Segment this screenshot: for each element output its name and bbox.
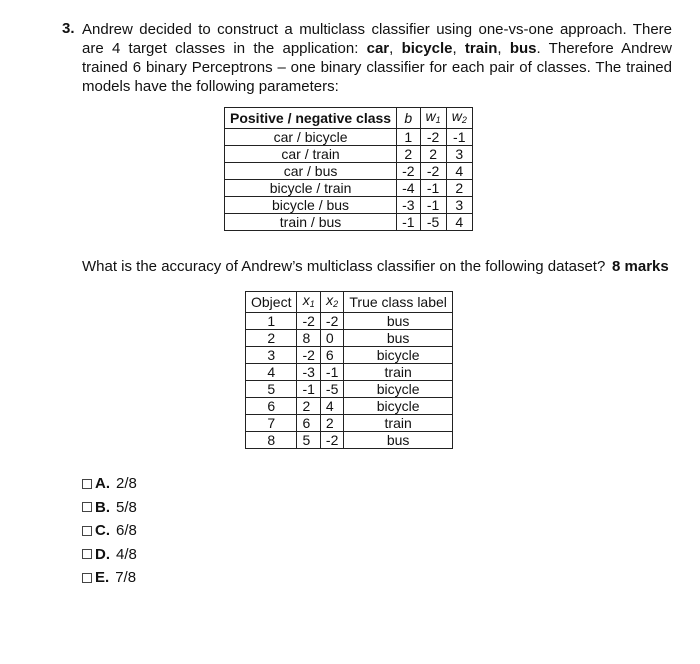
w1-sub: 1 [435,115,441,125]
option-letter: B. [95,498,110,516]
answer-option[interactable] [82,496,137,520]
cell-pair: car / bus [225,163,397,180]
class-bus: bus [509,40,537,57]
question-number: 3. [62,20,75,37]
answer-option[interactable] [82,519,137,543]
intro-text-2: . Therefore Andrew trained 6 binary Perceptrons – one binary classifier for each pair of classes. The trained models have the following parameters: [82,40,673,95]
cell-label: bus [344,330,453,347]
x1-sub: 1 [309,299,315,309]
cell-x2: 0 [320,330,343,347]
header-object: Object [246,292,297,313]
dataset-row [246,347,453,364]
header-x2 [320,292,343,313]
dataset-row [246,330,453,347]
header-w1 [420,108,446,129]
cell-label: train [344,364,453,381]
cell-object: 3 [246,347,297,364]
cell-pair: car / bicycle [225,129,397,146]
option-value: 5/8 [116,498,137,516]
dataset-header-row [246,292,453,313]
answer-options [82,472,137,590]
cell-pair: train / bus [225,214,397,231]
class-train: train [464,40,498,57]
cell-x1: 8 [297,330,320,347]
option-letter: D. [95,545,110,563]
option-value: 6/8 [116,522,137,540]
cell-b: -2 [397,163,420,180]
cell-w1: -1 [420,197,446,214]
cell-x1: -2 [297,347,320,364]
cell-w1: 2 [420,146,446,163]
cell-object: 1 [246,313,297,330]
answer-option[interactable] [82,543,137,567]
cell-w1: -1 [420,180,446,197]
cell-w2: 3 [446,146,472,163]
header-pair: Positive / negative class [225,108,397,129]
dataset-row [246,381,453,398]
dataset-table [245,291,453,449]
parameters-row [225,214,473,231]
intro-text-1: Andrew decided to construct a multiclass classifier using one-vs-one approach. There are 4 target classes in the application: [82,21,672,57]
cell-w2: -1 [446,129,472,146]
dataset-row [246,313,453,330]
cell-x2: 4 [320,398,343,415]
cell-object: 7 [246,415,297,432]
cell-b: -3 [397,197,420,214]
cell-label: bicycle [344,381,453,398]
cell-w1: -2 [420,129,446,146]
header-x1 [297,292,320,313]
cell-x1: -2 [297,313,320,330]
cell-label: train [344,415,453,432]
cell-b: 1 [397,129,420,146]
class-bicycle: bicycle [401,40,453,57]
cell-w1: -5 [420,214,446,231]
option-value: 2/8 [116,475,137,493]
cell-x2: 2 [320,415,343,432]
cell-x1: 2 [297,398,320,415]
parameters-table [224,107,473,231]
cell-object: 4 [246,364,297,381]
cell-x2: 6 [320,347,343,364]
cell-x1: -3 [297,364,320,381]
checkbox-icon[interactable] [82,573,92,583]
parameters-header-row [225,108,473,129]
cell-object: 6 [246,398,297,415]
checkbox-icon[interactable] [82,479,92,489]
separator: , [389,40,402,57]
header-w2 [446,108,472,129]
cell-b: -4 [397,180,420,197]
cell-label: bicycle [344,347,453,364]
dataset-row [246,398,453,415]
separator: , [497,40,510,57]
w2-sub: 2 [461,115,467,125]
cell-x1: 6 [297,415,320,432]
header-b: b [397,108,420,129]
checkbox-icon[interactable] [82,549,92,559]
checkbox-icon[interactable] [82,526,92,536]
cell-label: bicycle [344,398,453,415]
option-letter: A. [95,475,110,493]
option-letter: E. [95,569,110,587]
dataset-row [246,364,453,381]
option-letter: C. [95,522,110,540]
checkbox-icon[interactable] [82,502,92,512]
x1-letter: x [302,292,310,308]
parameters-row [225,197,473,214]
dataset-row [246,432,453,449]
cell-label: bus [344,313,453,330]
header-label: True class label [344,292,453,313]
parameters-row [225,129,473,146]
x2-sub: 2 [333,299,339,309]
x2-letter: x [326,292,334,308]
cell-object: 2 [246,330,297,347]
cell-pair: bicycle / train [225,180,397,197]
cell-x2: -5 [320,381,343,398]
class-car: car [366,40,390,57]
option-value: 7/8 [115,569,137,587]
marks-label: 8 marks [612,258,669,275]
cell-pair: bicycle / bus [225,197,397,214]
question-prompt: What is the accuracy of Andrew’s multiclass classifier on the following dataset? [82,258,606,275]
cell-b: -1 [397,214,420,231]
parameters-row [225,180,473,197]
parameters-row [225,163,473,180]
w1-letter: w [425,108,436,124]
cell-w1: -2 [420,163,446,180]
parameters-row [225,146,473,163]
cell-x2: -2 [320,432,343,449]
dataset-row [246,415,453,432]
cell-pair: car / train [225,146,397,163]
cell-w2: 4 [446,214,472,231]
cell-x1: -1 [297,381,320,398]
cell-b: 2 [397,146,420,163]
option-value: 4/8 [116,545,137,563]
question-intro [82,20,672,96]
cell-x2: -2 [320,313,343,330]
answer-option[interactable] [82,566,137,590]
cell-w2: 3 [446,197,472,214]
cell-w2: 2 [446,180,472,197]
answer-option[interactable] [82,472,137,496]
w2-letter: w [451,108,462,124]
separator: , [452,40,465,57]
cell-object: 5 [246,381,297,398]
cell-x2: -1 [320,364,343,381]
cell-w2: 4 [446,163,472,180]
cell-object: 8 [246,432,297,449]
cell-x1: 5 [297,432,320,449]
cell-label: bus [344,432,453,449]
